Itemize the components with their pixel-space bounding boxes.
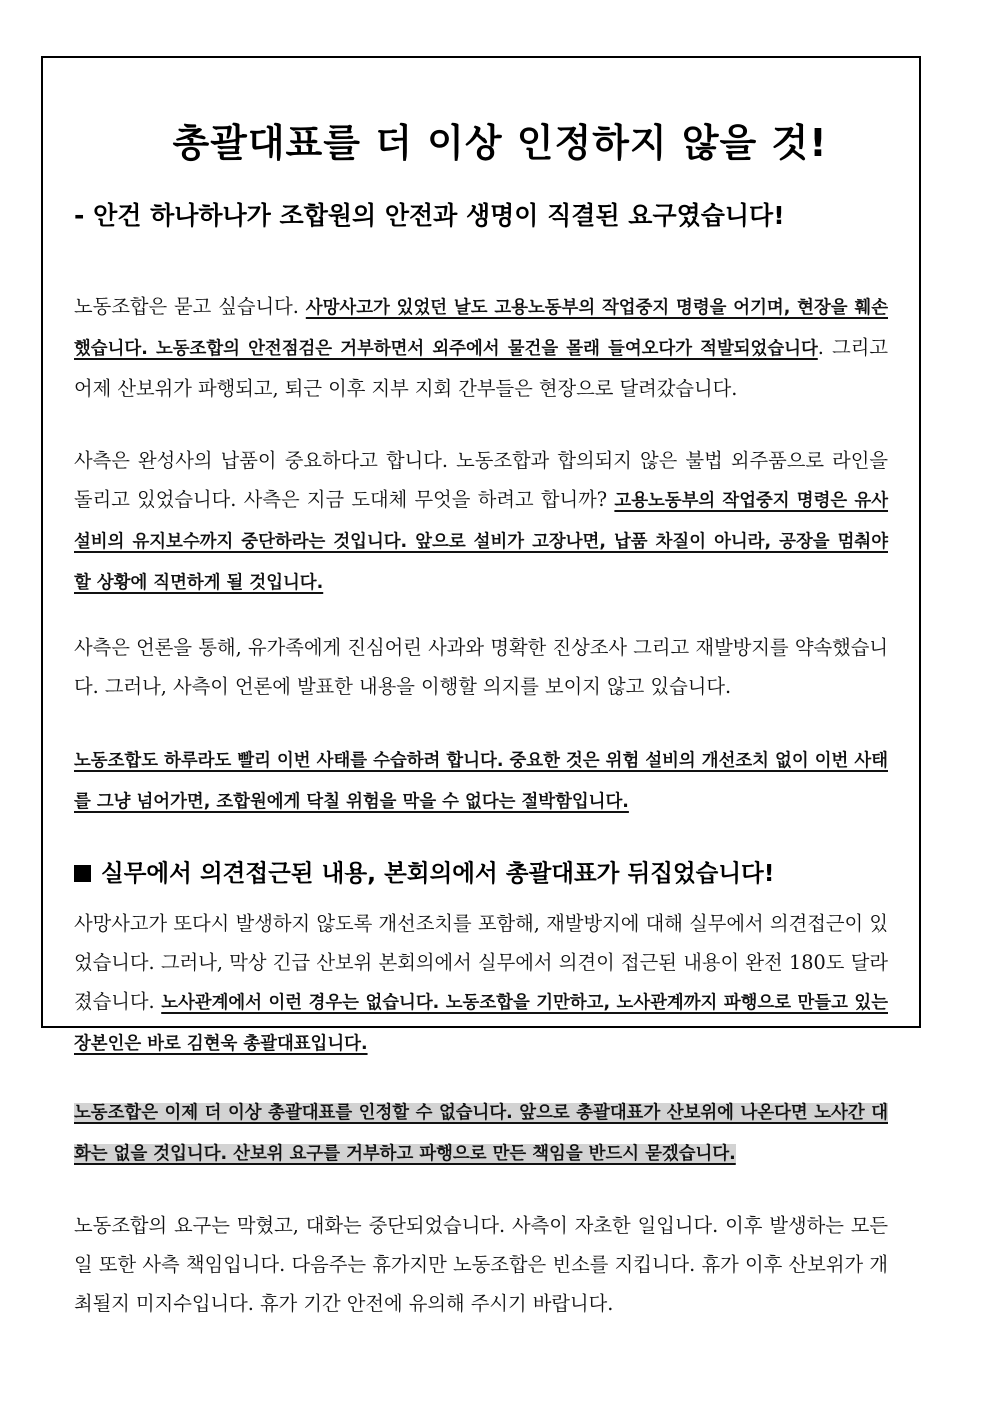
paragraph-4-emphasis: 노동조합도 하루라도 빨리 이번 사태를 수습하려 합니다. 중요한 것은 위험 설비의 개선조치 없이 이번 사태를 그냥 넘어가면, 조합원에게 닥칠 위험을 막을 수 없다는 절박함입니다. bbox=[74, 751, 888, 812]
paragraph-6 bbox=[74, 1092, 888, 1174]
paragraph-1-lead: 노동조합은 묻고 싶습니다. bbox=[74, 295, 306, 318]
document-subtitle: - 안건 하나하나가 조합원의 안전과 생명이 직결된 요구였습니다! bbox=[74, 201, 785, 230]
paragraph-5 bbox=[74, 904, 888, 1064]
paragraph-7: 노동조합의 요구는 막혔고, 대화는 중단되었습니다. 사측이 자초한 일입니다. 이후 발생하는 모든 일 또한 사측 책임입니다. 다음주는 휴가지만 노동조합은 빈소를 지킵니다. 휴가 이후 산보위가 개최될지 미지수입니다. 휴가 기간 안전에 유의해 주시기 바랍니다. bbox=[74, 1214, 888, 1315]
paragraph-4 bbox=[74, 740, 888, 822]
section-heading-text: 실무에서 의견접근된 내용, 본회의에서 총괄대표가 뒤집었습니다! bbox=[101, 859, 775, 887]
paragraph-2-emphasis: 고용노동부의 작업중지 명령은 유사설비의 유지보수까지 중단하라는 것입니다. 앞으로 설비가 고장나면, 납품 차질이 아니라, 공장을 멈춰야 할 상황에 직면하게 될 것입니다. bbox=[74, 491, 889, 593]
paragraph-1-emphasis: 사망사고가 있었던 날도 고용노동부의 작업중지 명령을 어기며, 현장을 훼손했습니다. 노동조합의 안전점검은 거부하면서 외주에서 물건을 몰래 들여오다가 적발되었습니다 bbox=[74, 298, 888, 359]
paragraph-3: 사측은 언론을 통해, 유가족에게 진심어린 사과와 명확한 진상조사 그리고 재발방지를 약속했습니다. 그러나, 사측이 언론에 발표한 내용을 이행할 의지를 보이지 않고 있습니다. bbox=[74, 636, 888, 698]
paragraph-1 bbox=[74, 287, 888, 408]
document-title: 총괄대표를 더 이상 인정하지 않을 것! bbox=[172, 121, 828, 165]
paragraph-2 bbox=[74, 441, 888, 603]
paragraph-2-lead: 사측은 완성사의 납품이 중요하다고 합니다. 노동조합과 합의되지 않은 불법 외주품으로 라인을 돌리고 있었습니다. 사측은 지금 도대체 무엇을 하려고 합니까? bbox=[74, 449, 888, 511]
paragraph-5-lead: 사망사고가 또다시 발생하지 않도록 개선조치를 포함해, 재발방지에 대해 실무에서 의견접근이 있었습니다. 그러나, 막상 긴급 산보위 본회의에서 실무에서 의견이 접근된 내용이 완전 180도 달라졌습니다. bbox=[74, 912, 888, 1013]
section-heading bbox=[74, 853, 904, 893]
paragraph-1-tail: . 그리고 어제 산보위가 파행되고, 퇴근 이후 지부 지회 간부들은 현장으로 달려갔습니다. bbox=[74, 336, 888, 400]
paragraph-6-highlighted: 노동조합은 이제 더 이상 총괄대표를 인정할 수 없습니다. 앞으로 총괄대표가 산보위에 나온다면 노사간 대화는 없을 것입니다. 산보위 요구를 거부하고 파행으로 만든 책임을 반드시 묻겠습니다. bbox=[74, 1103, 888, 1164]
paragraph-5-emphasis: 노사관계에서 이런 경우는 없습니다. 노동조합을 기만하고, 노사관계까지 파행으로 만들고 있는 장본인은 바로 김현욱 총괄대표입니다. bbox=[74, 993, 888, 1054]
square-bullet-icon bbox=[74, 865, 91, 882]
